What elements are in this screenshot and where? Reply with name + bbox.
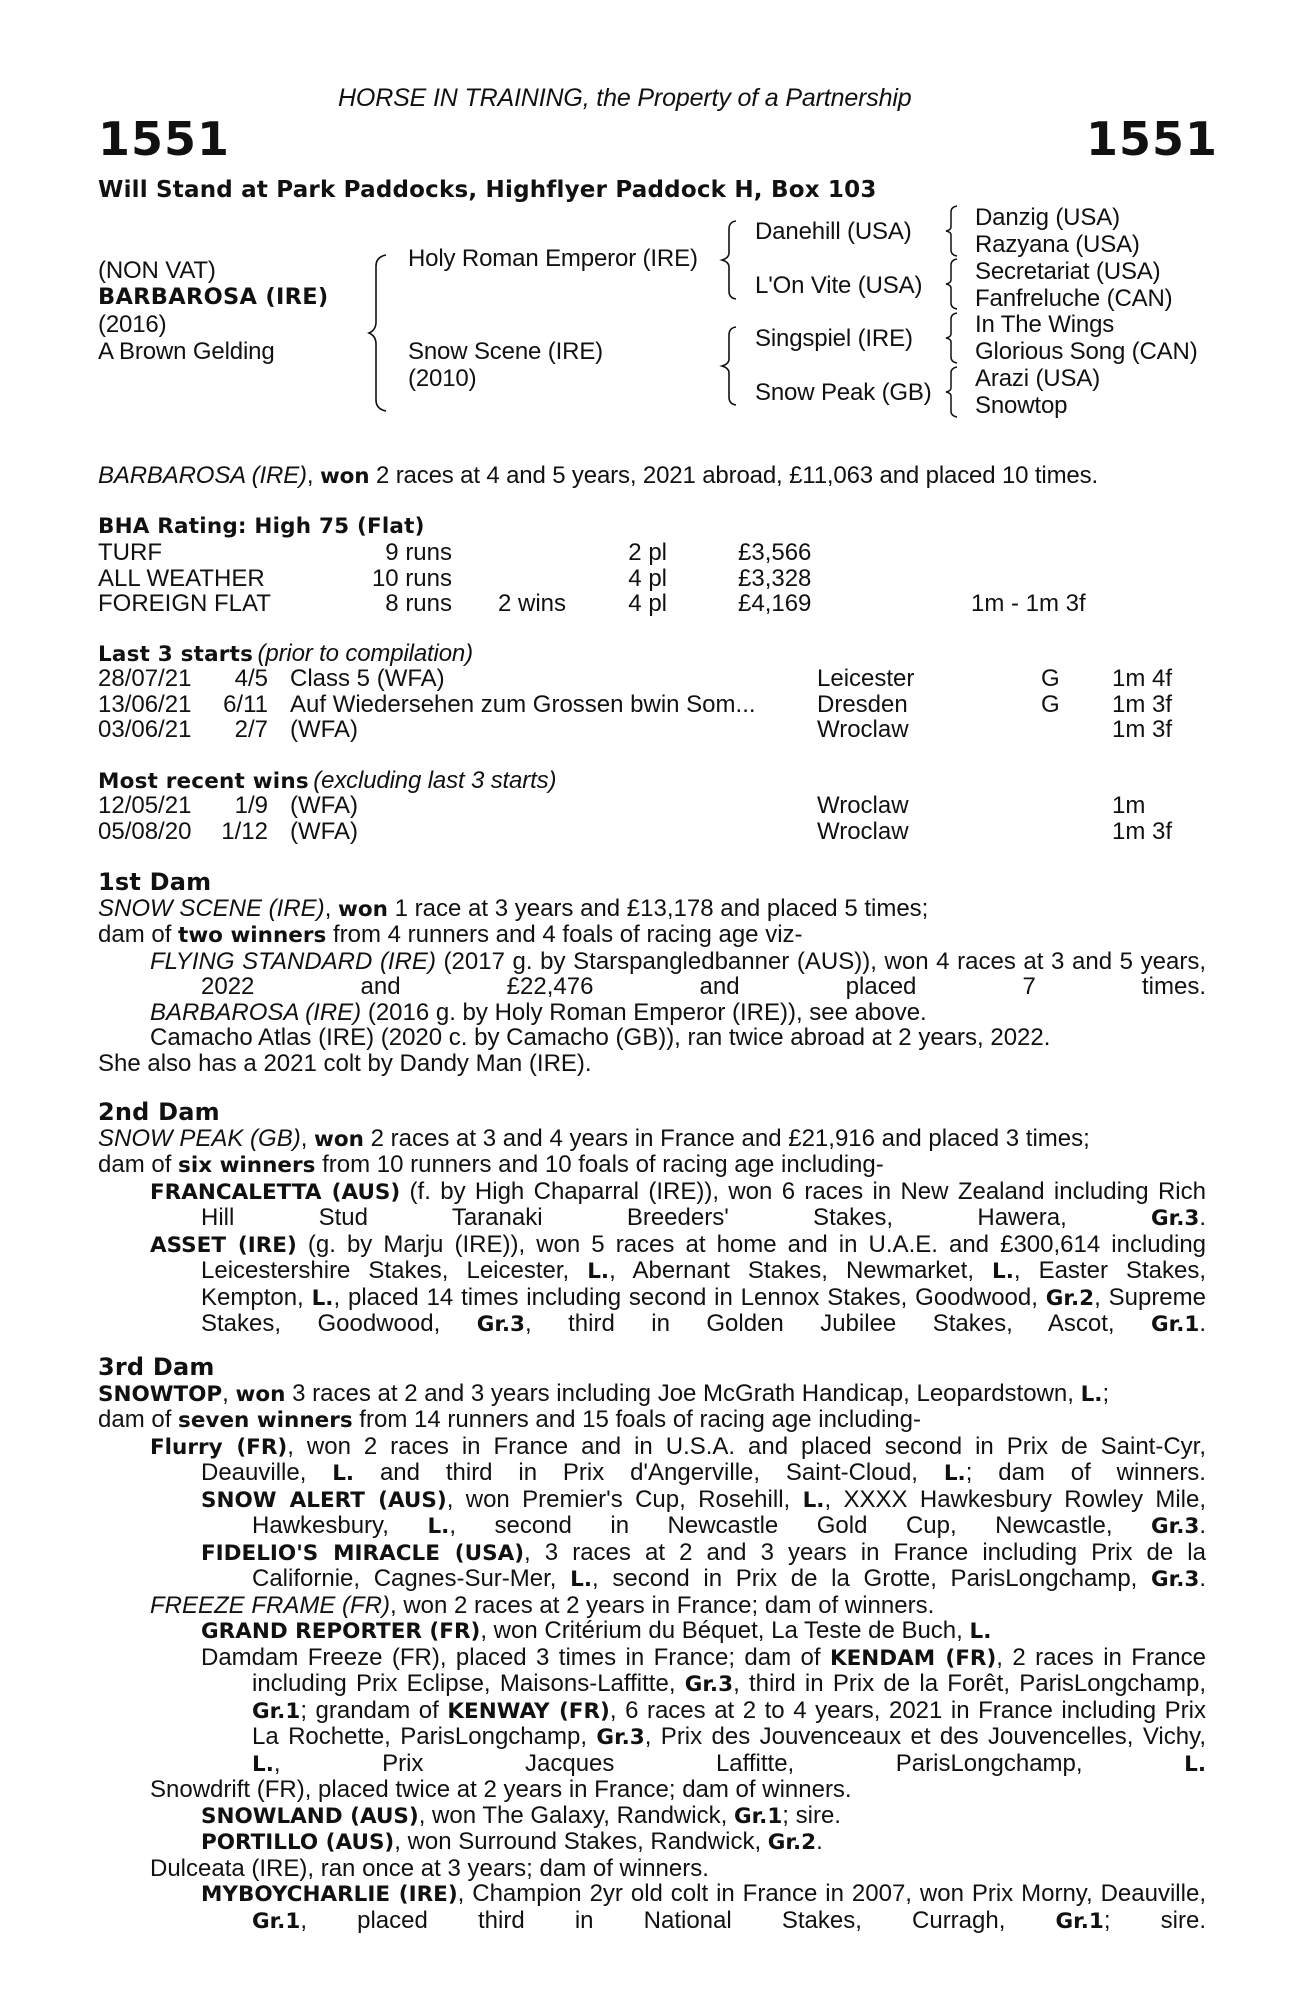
progeny-name: GRAND REPORTER (FR) (201, 1619, 481, 1644)
text: , third in Golden Jubilee Stakes, Ascot, (525, 1310, 1152, 1337)
second-dam-line2 (98, 1152, 1206, 1179)
progeny-freeze-frame (98, 1593, 1206, 1619)
text: , Supreme Stakes, Goodwood, (201, 1283, 1206, 1337)
progeny-name: BARBAROSA (IRE) (150, 998, 362, 1026)
grade: Gr.2 (767, 1830, 817, 1855)
pedigree-brace-sire (720, 220, 740, 300)
progeny-name: KENDAM (FR) (829, 1645, 997, 1671)
second-dam-heading: 2nd Dam (98, 1098, 220, 1126)
rating-surface: TURF (98, 539, 162, 566)
start-position: 6/11 (223, 690, 268, 718)
listed: L. (332, 1461, 355, 1486)
start-distance: 1m 3f (1112, 690, 1173, 718)
text: . (1199, 1204, 1206, 1231)
listed: L. (1184, 1751, 1206, 1777)
rating-surface: ALL WEATHER (98, 564, 265, 592)
rating-prize: £3,566 (738, 539, 812, 566)
progeny-damdam-freeze (98, 1645, 1206, 1778)
win-position: 1/9 (234, 792, 268, 819)
text: dam of (98, 1151, 179, 1178)
rating-placed: 4 pl (628, 564, 667, 592)
win-position: 1/12 (221, 817, 268, 845)
start-going: G (1041, 690, 1060, 718)
text: , Prix Jacques Laffitte, ParisLongchamp, (273, 1749, 1185, 1777)
start-course: Leicester (817, 665, 915, 692)
recent-row (98, 793, 1208, 819)
rating-row (98, 591, 1208, 617)
summary-text: 2 races at 4 and 5 years, 2021 abroad, £11,063 and placed 10 times. (375, 462, 1098, 489)
progeny-name: FREEZE FRAME (FR) (150, 1591, 390, 1619)
lot-number-right: 1551 (1086, 112, 1219, 166)
text: ; sire. (1103, 1906, 1206, 1934)
start-position: 4/5 (234, 665, 268, 692)
dam-name: SNOW SCENE (IRE) (98, 894, 325, 922)
text: from 10 runners and 10 foals of racing age including- (315, 1151, 884, 1178)
listed: L. (802, 1487, 825, 1513)
summary-horse-name: BARBAROSA (IRE) (98, 462, 307, 489)
rating-prize: £3,328 (738, 564, 812, 592)
text: . (1199, 1512, 1206, 1539)
text: ; sire. (782, 1801, 841, 1829)
rating-prize: £4,169 (738, 590, 812, 617)
start-race: Auf Wiedersehen zum Grossen bwin Som... (290, 690, 756, 718)
start-course: Wroclaw (817, 716, 909, 743)
rating-heading: BHA Rating: High 75 (Flat) (98, 514, 425, 539)
sale-subtitle: HORSE IN TRAINING, the Property of a Partnership (338, 84, 912, 112)
pedigree-brace-g4 (944, 366, 960, 418)
grade: Gr.1 (1055, 1908, 1104, 1934)
pedigree-dam: Snow Scene (IRE) (408, 338, 604, 365)
progeny-name: SNOWLAND (AUS) (201, 1803, 419, 1829)
listed: L. (943, 1461, 966, 1486)
grade: Gr.3 (476, 1312, 525, 1337)
text: , third in Prix de la Forêt, ParisLongchamp, (733, 1670, 1207, 1697)
winners-count: seven winners (178, 1408, 353, 1433)
start-date: 13/06/21 (98, 690, 192, 718)
pedigree-sire-sire: Danehill (USA) (755, 218, 912, 245)
progeny-dulceata: Dulceata (IRE), ran once at 3 years; dam of winners. (150, 1854, 709, 1882)
rating-runs: 10 runs (371, 564, 452, 592)
dam-record: 2 races at 3 and 4 years in France and £21,916 and placed 3 times; (370, 1124, 1090, 1152)
rating-placed: 2 pl (628, 539, 667, 566)
start-distance: 1m 3f (1112, 716, 1173, 743)
win-distance: 1m (1112, 792, 1146, 819)
listed: L. (587, 1259, 610, 1284)
text: Damdam Freeze (FR), placed 3 times in France; dam of (201, 1643, 830, 1671)
text: , placed third in National Stakes, Curragh, (300, 1906, 1056, 1934)
progeny-snow-alert (98, 1487, 1206, 1540)
pedigree-g6: Glorious Song (CAN) (975, 338, 1198, 365)
grade: Gr.1 (252, 1698, 301, 1724)
start-going: G (1041, 665, 1060, 692)
progeny-name: FIDELIO'S MIRACLE (USA) (201, 1540, 525, 1566)
recent-row (98, 819, 1208, 845)
pedigree-dam-dam: Snow Peak (GB) (755, 379, 932, 406)
progeny-name: FRANCALETTA (AUS) (150, 1179, 401, 1205)
won-label: won (338, 896, 388, 922)
listed: L. (311, 1285, 334, 1311)
rating-row (98, 566, 1208, 592)
summary-won: won (319, 464, 370, 489)
win-date: 12/05/21 (98, 792, 192, 819)
progeny-camacho-atlas: Camacho Atlas (IRE) (2020 c. by Camacho (GB)), ran twice abroad at 2 years, 2022. (150, 1024, 1051, 1051)
listed: L. (969, 1619, 992, 1644)
text: dam of (98, 921, 179, 948)
progeny-grand-reporter (98, 1618, 1206, 1645)
progeny-record: (f. by High Chaparral (IRE)), won 6 races in New Zealand including Rich Hill Stud Taranaki Breeders' Stakes, Hawera, (201, 1177, 1206, 1231)
start-race: Class 5 (WFA) (290, 665, 445, 692)
listed: L. (252, 1751, 274, 1777)
text: , won 2 races in France and in U.S.A. and placed second in Prix de Saint-Cyr, Deauville, (201, 1432, 1206, 1486)
progeny-asset (98, 1232, 1206, 1338)
grade: Gr.1 (252, 1908, 301, 1934)
recent-title: Most recent wins (98, 769, 309, 794)
last3-note: (prior to compilation) (257, 640, 473, 667)
recent-heading (98, 768, 556, 794)
text: , won The Galaxy, Randwick, (418, 1801, 734, 1829)
text: , Prix des Jouvenceaux et des Jouvencelles, Vichy, (644, 1723, 1206, 1750)
listed: L. (427, 1514, 450, 1539)
text: . (816, 1828, 823, 1855)
rating-runs: 9 runs (385, 539, 452, 566)
progeny-flurry (98, 1434, 1206, 1487)
text: . (1199, 1310, 1206, 1337)
pedigree-brace-main (368, 254, 390, 412)
rating-runs: 8 runs (385, 590, 452, 617)
recent-note: (excluding last 3 starts) (313, 767, 557, 794)
horse-name: BARBAROSA (IRE) (98, 284, 329, 310)
third-dam-line1: SNOWTOP, won 3 races at 2 and 3 years including Joe McGrath Handicap, Leopardstown, L.; (98, 1379, 1110, 1407)
recent-table (98, 793, 1208, 844)
text: , second in Newcastle Gold Cup, Newcastle, (449, 1512, 1152, 1539)
dam-record: 1 race at 3 years and £13,178 and placed 5 times; (394, 894, 929, 922)
pedigree-sire: Holy Roman Emperor (IRE) (408, 245, 698, 272)
grade: Gr.3 (1151, 1514, 1200, 1539)
last3-row (98, 666, 1208, 692)
text: , Abernant Stakes, Newmarket, (609, 1257, 993, 1284)
rating-wins: 2 wins (498, 590, 567, 617)
progeny-barbarosa (98, 1000, 1206, 1026)
progeny-name: ASSET (IRE) (150, 1232, 297, 1258)
winners-count: six winners (178, 1153, 316, 1178)
text: ; (1102, 1379, 1110, 1407)
progeny-name: FLYING STANDARD (IRE) (150, 947, 436, 975)
start-race: (WFA) (290, 716, 358, 743)
text: ; grandam of (300, 1696, 448, 1724)
text: and third in Prix d'Angerville, Saint-Cloud, (354, 1459, 944, 1486)
grade: Gr.1 (1151, 1312, 1200, 1337)
start-date: 03/06/21 (98, 716, 192, 743)
pedigree-dam-year: (2010) (408, 365, 477, 392)
text: , Easter Stakes, Kempton, (201, 1257, 1207, 1311)
listed: L. (1080, 1381, 1103, 1407)
pedigree-sire-dam: L'On Vite (USA) (755, 272, 923, 299)
grade: Gr.3 (596, 1725, 645, 1750)
pedigree-brace-g1 (944, 205, 960, 257)
win-race: (WFA) (290, 817, 358, 845)
second-dam-line1: SNOW PEAK (GB), won 2 races at 3 and 4 years in France and £21,916 and placed 3 times; (98, 1124, 1090, 1152)
pedigree-g2: Razyana (USA) (975, 231, 1140, 258)
text: , XXXX Hawkesbury Rowley Mile, Hawkesbury, (252, 1485, 1207, 1539)
rating-placed: 4 pl (628, 590, 667, 617)
first-dam-also: She also has a 2021 colt by Dandy Man (IRE). (98, 1049, 592, 1077)
last3-title: Last 3 starts (98, 642, 254, 667)
progeny-francaletta (98, 1179, 1206, 1232)
progeny-name: SNOW ALERT (AUS) (201, 1487, 447, 1513)
progeny-fidelios-miracle (98, 1540, 1206, 1593)
pedigree-g7: Arazi (USA) (975, 365, 1101, 392)
last3-row (98, 717, 1208, 743)
grade: Gr.3 (1151, 1567, 1200, 1592)
third-dam-section (98, 1355, 1206, 1934)
listed: L. (570, 1567, 593, 1592)
won-label: won (235, 1381, 286, 1407)
progeny-snowdrift: Snowdrift (FR), placed twice at 2 years in France; dam of winners. (150, 1776, 852, 1803)
lot-number-left: 1551 (98, 112, 231, 166)
text: , Champion 2yr old colt in France in 2007, won Prix Morny, Deauville, (457, 1880, 1206, 1907)
progeny-name: MYBOYCHARLIE (IRE) (201, 1882, 458, 1907)
grade: Gr.2 (1045, 1285, 1095, 1311)
horse-description: A Brown Gelding (98, 338, 275, 365)
pedigree-g4: Fanfreluche (CAN) (975, 285, 1173, 312)
text: dam of (98, 1406, 179, 1433)
text: ; dam of winners. (965, 1459, 1206, 1486)
pedigree-g5: In The Wings (975, 311, 1115, 338)
text: from 14 runners and 15 foals of racing age including- (352, 1406, 921, 1433)
won-label: won (314, 1126, 364, 1152)
progeny-portillo (98, 1829, 1206, 1856)
start-position: 2/7 (234, 716, 268, 743)
pedigree-g1: Danzig (USA) (975, 204, 1120, 231)
progeny-record: (2017 g. by Starspangledbanner (AUS)), won 4 races at 3 and 5 years, 2022 and £22,476 and placed 7 times. (201, 947, 1206, 1000)
win-course: Wroclaw (817, 817, 909, 845)
text: , won Surround Stakes, Randwick, (394, 1828, 768, 1855)
pedigree-dam-sire: Singspiel (IRE) (755, 325, 913, 352)
third-dam-heading: 3rd Dam (98, 1353, 215, 1381)
first-dam-section (98, 870, 1206, 1076)
grade: Gr.3 (1151, 1206, 1200, 1231)
win-race: (WFA) (290, 792, 358, 819)
win-date: 05/08/20 (98, 817, 192, 845)
progeny-name: PORTILLO (AUS) (201, 1830, 395, 1855)
location-line: Will Stand at Park Paddocks, Highflyer Paddock H, Box 103 (98, 177, 877, 203)
rating-surface: FOREIGN FLAT (98, 590, 271, 617)
first-dam-line2 (98, 922, 1206, 949)
start-course: Dresden (817, 690, 908, 718)
second-dam-section (98, 1100, 1206, 1338)
first-dam-heading: 1st Dam (98, 868, 212, 896)
dam-name: SNOW PEAK (GB) (98, 1124, 301, 1152)
rating-distance: 1m - 1m 3f (971, 590, 1086, 617)
vat-status: (NON VAT) (98, 257, 216, 284)
third-dam-line2 (98, 1407, 1206, 1434)
pedigree-brace-g3 (944, 312, 960, 364)
last3-table (98, 666, 1208, 743)
start-distance: 1m 4f (1112, 665, 1173, 692)
listed: L. (992, 1259, 1014, 1284)
progeny-name: KENWAY (FR) (447, 1698, 610, 1724)
text: , 2 races in France including Prix Eclipse, Maisons-Laffitte, (252, 1643, 1206, 1697)
text: , second in Prix de la Grotte, ParisLongchamp, (592, 1565, 1152, 1592)
pedigree-g8: Snowtop (975, 392, 1068, 419)
dam-record: 3 races at 2 and 3 years including Joe McGrath Handicap, Leopardstown, (285, 1379, 1081, 1407)
horse-year: (2016) (98, 311, 167, 338)
pedigree-brace-dam (720, 326, 740, 406)
dam-name: SNOWTOP (98, 1381, 223, 1407)
text: (g. by Marju (IRE)), won 5 races at home and in U.A.E. and £300,614 including Leicestershire Stakes, Leicester, (201, 1230, 1207, 1284)
start-date: 28/07/21 (98, 665, 192, 692)
win-distance: 1m 3f (1112, 817, 1173, 845)
grade: Gr.1 (733, 1803, 783, 1829)
text: , 6 races at 2 to 4 years, 2021 in France including Prix La Rochette, ParisLongchamp, (252, 1696, 1206, 1750)
grade: Gr.3 (684, 1672, 734, 1697)
rating-table (98, 540, 1208, 617)
win-course: Wroclaw (817, 792, 909, 819)
progeny-myboycharlie (98, 1881, 1206, 1934)
progeny-snowland (98, 1803, 1206, 1830)
progeny-flying-standard (98, 949, 1206, 1000)
text: , won Premier's Cup, Rosehill, (446, 1485, 803, 1513)
pedigree-g3: Secretariat (USA) (975, 258, 1161, 285)
text: , placed 14 times including second in Lennox Stakes, Goodwood, (333, 1283, 1046, 1311)
pedigree-brace-g2 (944, 258, 960, 310)
progeny-record: (2016 g. by Holy Roman Emperor (IRE)), see above. (361, 998, 927, 1026)
race-summary: BARBAROSA (IRE), won 2 races at 4 and 5 years, 2021 abroad, £11,063 and placed 10 times. (98, 462, 1098, 489)
last3-row (98, 692, 1208, 718)
text: . (1199, 1565, 1206, 1592)
text: , won Critérium du Béquet, La Teste de Buch, (480, 1617, 970, 1644)
text: from 4 runners and 4 foals of racing age viz- (326, 921, 803, 948)
first-dam-line1: SNOW SCENE (IRE), won 1 race at 3 years and £13,178 and placed 5 times; (98, 894, 929, 922)
progeny-name: Flurry (FR) (150, 1434, 288, 1460)
text: , 3 races at 2 and 3 years in France including Prix de la Californie, Cagnes-Sur-Mer, (252, 1538, 1206, 1592)
last3-heading (98, 641, 473, 667)
rating-row (98, 540, 1208, 566)
text: , won 2 races at 2 years in France; dam of winners. (390, 1591, 935, 1619)
winners-count: two winners (178, 923, 327, 948)
